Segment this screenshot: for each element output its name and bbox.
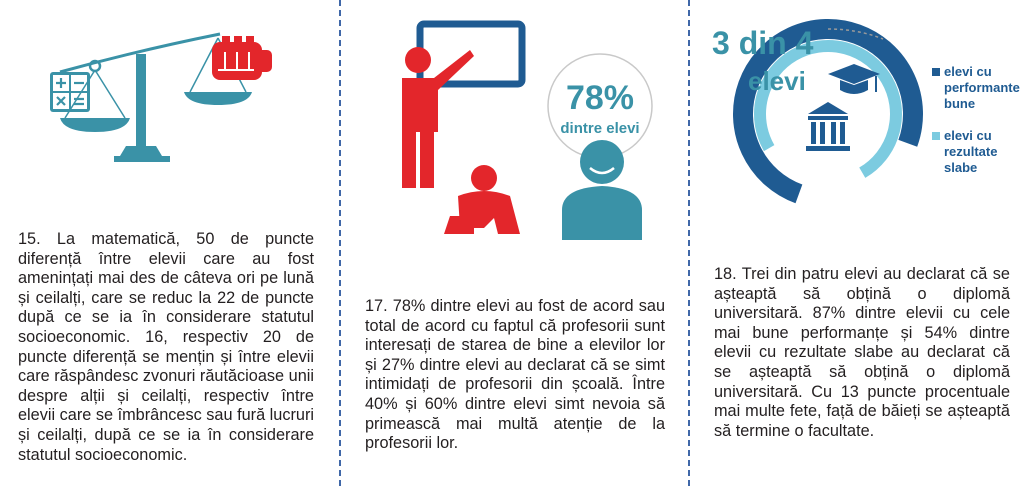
legend-weak-swatch (932, 132, 940, 140)
bubble-percent: 78% (565, 79, 635, 117)
column-divider-left (339, 0, 341, 486)
calculator-icon (50, 72, 90, 112)
ratio-line1: 3 din 4 (712, 25, 814, 61)
teacher-at-board-icon (402, 47, 474, 188)
col1-illustration (40, 20, 280, 170)
col2-illustration (380, 10, 670, 245)
col3-paragraph: 18. Trei din patru elevi au declarat că se așteaptă să obțină o diplomă universitară. 87% dintre elevii cu cele mai bune performanțe și 54% dintre elevii cu rezultate slabe au declarat că se așteaptă să obțină o diplomă universitară. Cu 13 puncte procentuale mai multe fete, față de băieți se așteaptă să termine o facultate. (714, 265, 1010, 440)
legend-good (932, 64, 1020, 111)
legend-good-swatch (932, 68, 940, 76)
legend-weak (932, 128, 997, 175)
legend-weak-line2: rezultate (944, 144, 998, 159)
sad-student-icon (444, 165, 520, 234)
fist-icon (212, 36, 272, 80)
legend-weak-line1: elevi cu (944, 128, 992, 143)
smiling-student-icon (562, 140, 642, 240)
legend-good-line2: performante (944, 80, 1020, 95)
university-building-icon (806, 102, 850, 151)
legend-weak-line3: slabe (944, 160, 978, 175)
col3-illustration (706, 10, 1021, 215)
column-divider-right (688, 0, 690, 486)
legend-good-line1: elevi cu (944, 64, 992, 79)
col2-paragraph: 17. 78% dintre elevi au fost de acord sau total de acord cu faptul că profesorii sunt interesați de starea de bine a elevilor lor și 27% dintre elevi au declarat că se simt intimidați de profesorii din școală. Între 40% și 60% dintre elevi simt nevoia să primească mai multă atenție de la profesorii lor. (365, 297, 665, 453)
ratio-line2: elevi (748, 66, 806, 96)
legend-good-line3: bune (944, 96, 976, 111)
col1-paragraph: 15. La matematică, 50 de puncte diferență între elevii care au fost amenințați mai des de câteva ori pe lună și ceilalți, care se reduc la 22 de puncte după ce se ia în considerare statutul socioeconomic. 16, respectiv 20 de puncte diferență se mențin și între elevii care răspândesc zvonuri răutăcioase unii despre alții și ceilalți, respectiv între elevii care se îmbrâncesc sau fură lucruri și ceilalți, după ce se ia în considerare statutul socioeconomic. (18, 230, 314, 464)
bubble-subtitle: dintre elevi (560, 120, 640, 137)
